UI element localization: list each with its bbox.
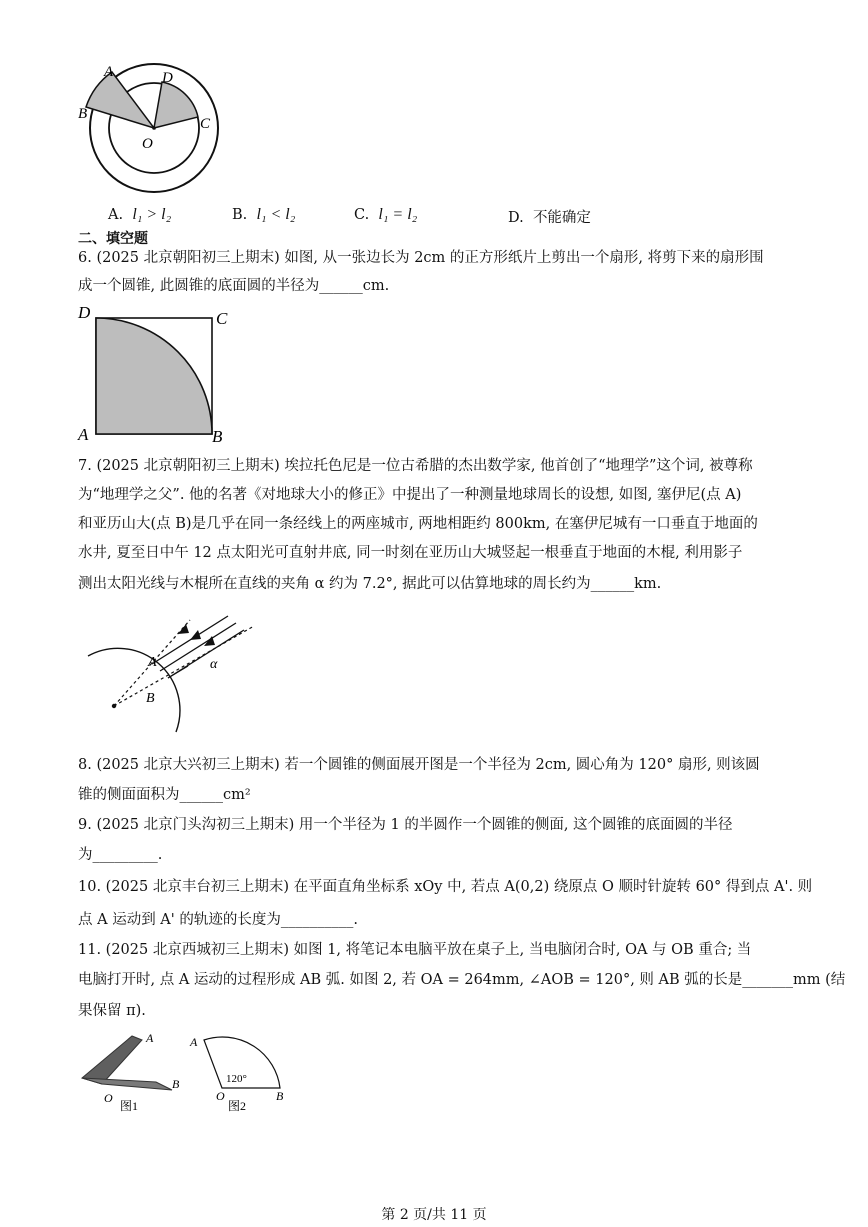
q6-label-A: A bbox=[78, 425, 89, 444]
laptop-base bbox=[82, 1078, 172, 1090]
q5-label-C: C bbox=[200, 116, 211, 132]
fig1-label-O: O bbox=[104, 1091, 113, 1105]
fig2-label-A: A bbox=[190, 1035, 198, 1049]
q5-label-B: B bbox=[78, 106, 88, 122]
q11-line3: 果保留 π). bbox=[78, 1003, 146, 1019]
q5-option-b[interactable]: B. l₁ < l₂ bbox=[232, 206, 296, 223]
q5-sector-left bbox=[86, 72, 154, 128]
q11-figure2 bbox=[186, 1028, 296, 1118]
fig2-angle: 120° bbox=[226, 1073, 247, 1085]
q5-label-D: D bbox=[162, 70, 173, 86]
q6-line2: 成一个圆锥, 此圆锥的底面圆的半径为______cm. bbox=[78, 278, 390, 294]
q5-sector-right bbox=[154, 82, 198, 128]
q10-line1: 10. (2025 北京丰台初三上期末) 在平面直角坐标系 xOy 中, 若点 A(0,2) 绕原点 O 顺时针旋转 60° 得到点 A'. 则 bbox=[78, 879, 813, 895]
q6-label-B: B bbox=[212, 427, 223, 446]
fig1-label-B: B bbox=[172, 1077, 180, 1091]
q5-figure bbox=[74, 62, 234, 197]
q8-line2: 锥的侧面面积为______cm² bbox=[78, 787, 251, 803]
laptop-screen bbox=[82, 1036, 142, 1084]
q7-line2: 为“地理学之父”. 他的名著《对地球大小的修正》中提出了一种测量地球周长的设想, 如图, 塞伊尼(点 A) bbox=[78, 487, 742, 503]
q5-option-d[interactable]: D. 不能确定 bbox=[508, 210, 591, 226]
q6-label-C: C bbox=[216, 309, 228, 328]
q6-figure bbox=[74, 302, 239, 447]
q10-line2: 点 A 运动到 A' 的轨迹的长度为__________. bbox=[78, 912, 358, 928]
q7-line1: 7. (2025 北京朝阳初三上期末) 埃拉托色尼是一位古希腊的杰出数学家, 他首创了“地理学”这个词, 被尊称 bbox=[78, 458, 753, 474]
q9-line1: 9. (2025 北京门头沟初三上期末) 用一个半径为 1 的半圆作一个圆锥的侧面, 这个圆锥的底面圆的半径 bbox=[78, 817, 733, 833]
fig2-label-B: B bbox=[276, 1089, 284, 1103]
q5-label-A: A bbox=[104, 64, 114, 80]
q7-label-A: A bbox=[148, 655, 157, 670]
q11-figure1 bbox=[78, 1028, 188, 1118]
q9-line2: 为_________. bbox=[78, 847, 163, 863]
q6-quarter-sector bbox=[96, 318, 212, 434]
q6-line1: 6. (2025 北京朝阳初三上期末) 如图, 从一张边长为 2cm 的正方形纸片上剪出一个扇形, 将剪下来的扇形围 bbox=[78, 250, 764, 266]
q6-label-D: D bbox=[78, 303, 91, 322]
q7-label-alpha: α bbox=[210, 657, 218, 672]
page-footer: 第 2 页/共 11 页 bbox=[381, 1207, 487, 1223]
fig1-label-A: A bbox=[146, 1031, 154, 1045]
section-title: 二、填空题 bbox=[78, 231, 148, 247]
fig2-label-O: O bbox=[216, 1089, 225, 1103]
q5-option-c[interactable]: C. l₁ = l₂ bbox=[354, 206, 418, 223]
q8-line1: 8. (2025 北京大兴初三上期末) 若一个圆锥的侧面展开图是一个半径为 2cm, 圆心角为 120° 扇形, 则该圆 bbox=[78, 757, 760, 773]
q7-label-B: B bbox=[146, 691, 155, 706]
q7-earth-arc bbox=[88, 648, 180, 732]
q11-line1: 11. (2025 北京西城初三上期末) 如图 1, 将笔记本电脑平放在桌子上, 当电脑闭合时, OA 与 OB 重合; 当 bbox=[78, 942, 752, 958]
q7-line5: 测出太阳光线与木棍所在直线的夹角 α 约为 7.2°, 据此可以估算地球的周长约为______km. bbox=[78, 576, 662, 592]
q7-figure bbox=[80, 608, 280, 740]
q7-line3: 和亚历山大(点 B)是几乎在同一条经线上的两座城市, 两地相距约 800km, 在塞伊尼城有一口垂直于地面的 bbox=[78, 516, 758, 532]
q7-line4: 水井, 夏至日中午 12 点太阳光可直射井底, 同一时刻在亚历山大城竖起一根垂直于地面的木棍, 利用影子 bbox=[78, 545, 743, 561]
q5-option-a[interactable]: A. l₁ > l₂ bbox=[108, 206, 172, 223]
fig1-caption: 图1 bbox=[120, 1099, 139, 1113]
q5-label-O: O bbox=[142, 136, 153, 152]
fig2-caption: 图2 bbox=[228, 1099, 247, 1113]
q11-line2: 电脑打开时, 点 A 运动的过程形成 AB 弧. 如图 2, 若 OA = 264mm, ∠AOB = 120°, 则 AB 弧的长是_______mm (结 bbox=[78, 972, 846, 988]
